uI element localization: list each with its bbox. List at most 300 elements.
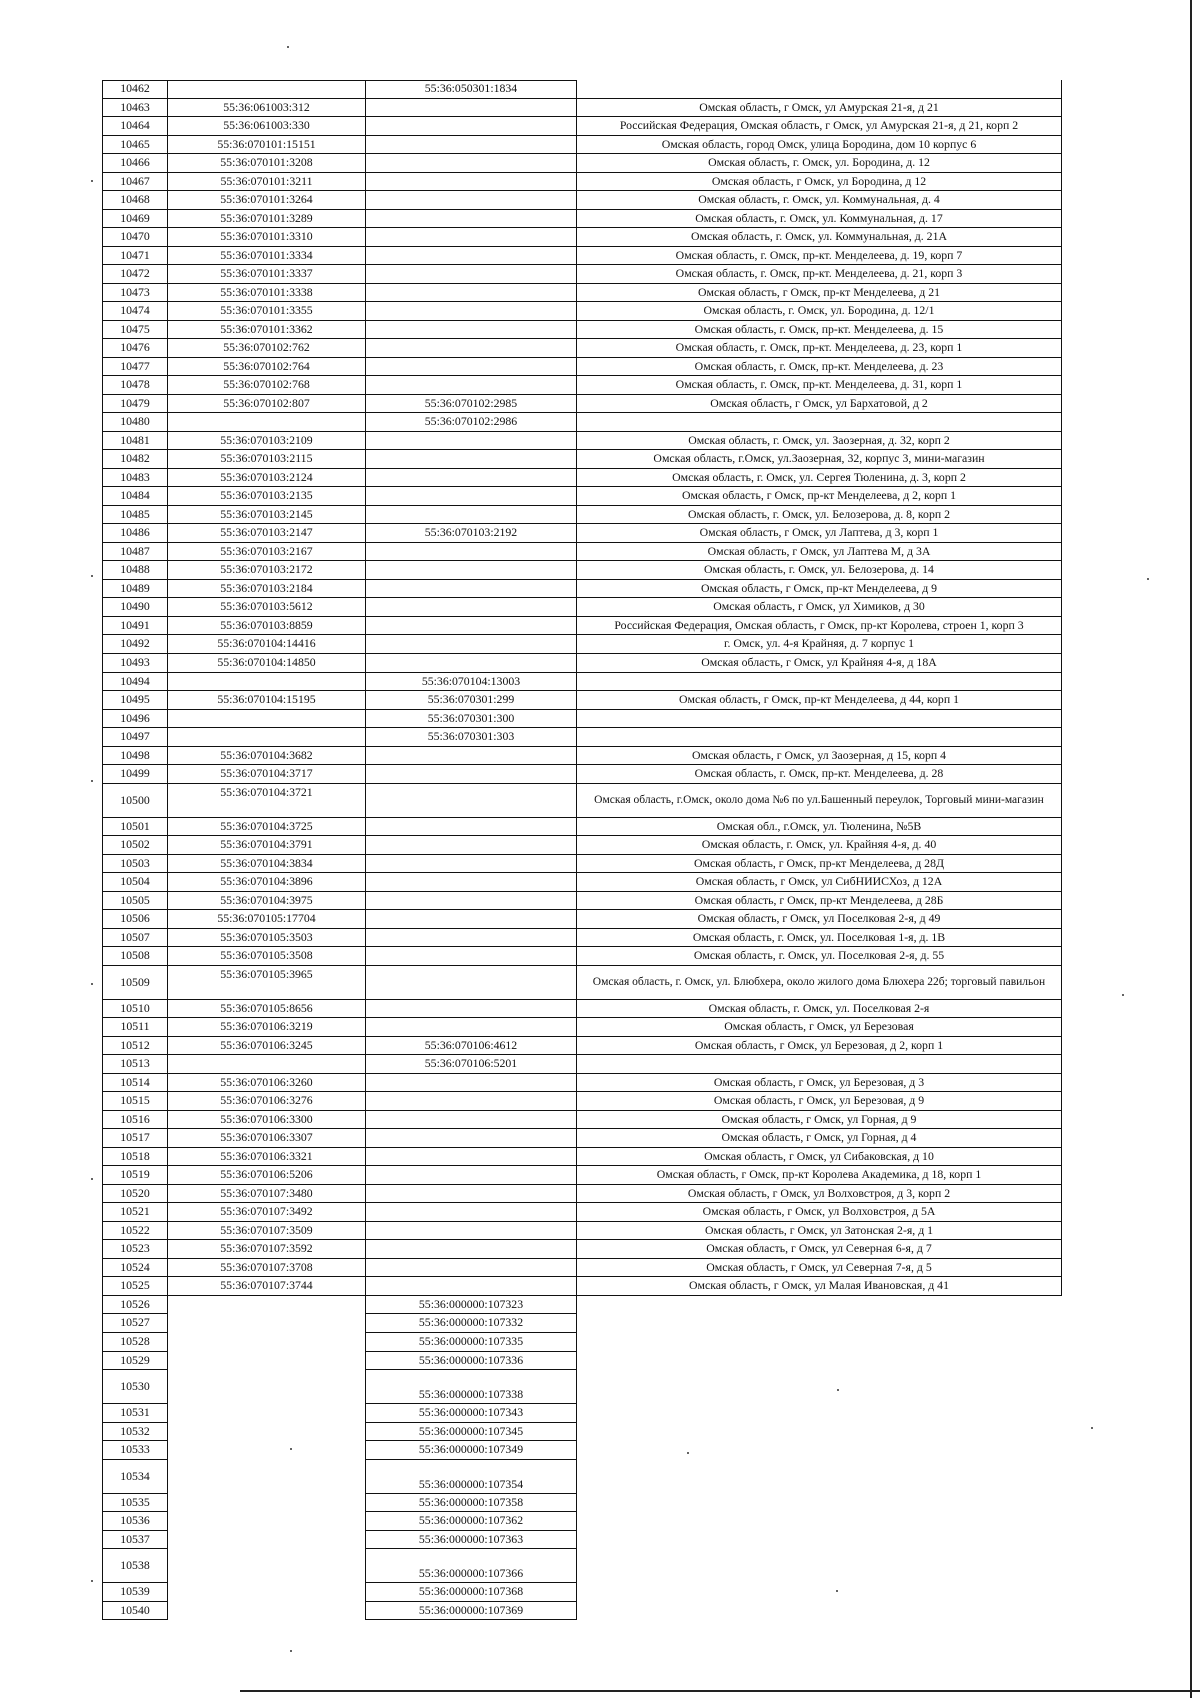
table-row <box>102 1549 1062 1583</box>
table-row <box>102 561 1062 580</box>
related-cadastral-cell: 55:36:070103:2192 <box>365 524 577 542</box>
row-number-cell: 10475 <box>102 321 168 339</box>
row-number-cell: 10467 <box>102 173 168 191</box>
address-cell <box>577 1055 1062 1073</box>
related-cadastral-cell: 55:36:070301:300 <box>365 710 577 728</box>
cadastral-number-cell: 55:36:070103:2145 <box>220 506 313 521</box>
address-cell: Омская область, г.Омск, ул.Заозерная, 32, корпус 3, мини-магазин <box>577 450 1062 468</box>
address-cell <box>577 1460 1062 1494</box>
related-cadastral-cell <box>365 487 577 505</box>
related-cadastral-cell <box>365 1129 577 1147</box>
table-row <box>102 710 1062 729</box>
address-cell: Омская область, г Омск, ул Березовая, д 9 <box>577 1092 1062 1110</box>
table-row <box>102 617 1062 636</box>
cadastral-number-cell: 55:36:070106:3307 <box>220 1130 313 1145</box>
related-cadastral-cell <box>365 506 577 524</box>
cadastral-number-cell: 55:36:070103:2147 <box>220 525 313 540</box>
related-cadastral-cell <box>365 765 577 783</box>
scan-speck <box>1147 578 1149 580</box>
cadastral-number-cell <box>168 710 365 728</box>
scan-speck <box>290 1650 292 1652</box>
table-row <box>102 635 1062 654</box>
row-number-cell: 10517 <box>102 1129 168 1147</box>
address-cell: Российская Федерация, Омская область, г Омск, ул Амурская 21-я, д 21, корп 2 <box>577 117 1062 135</box>
address-cell <box>577 1602 1062 1621</box>
related-cadastral-cell: 55:36:000000:107338 <box>365 1370 577 1404</box>
related-cadastral-cell <box>365 1222 577 1240</box>
table-row <box>102 469 1062 488</box>
table-row <box>102 321 1062 340</box>
cadastral-number-cell <box>168 1494 365 1513</box>
address-cell <box>577 1370 1062 1404</box>
table-row <box>102 1441 1062 1460</box>
cadastral-number-cell: 55:36:070106:3276 <box>220 1093 313 1108</box>
cadastral-number-cell: 55:36:070103:2115 <box>220 451 313 466</box>
row-number-cell: 10468 <box>102 191 168 209</box>
row-number-cell: 10486 <box>102 524 168 542</box>
related-cadastral-cell: 55:36:000000:107368 <box>365 1583 577 1602</box>
cadastral-number-cell: 55:36:070106:3219 <box>220 1019 313 1034</box>
related-cadastral-cell <box>365 469 577 487</box>
cadastral-number-cell: 55:36:070103:2167 <box>220 543 313 558</box>
table-row <box>102 1314 1062 1333</box>
address-cell: Омская область, г. Омск, ул. Блюбхера, около жилого дома Блюхера 22б; торговый павильон <box>577 966 1062 999</box>
related-cadastral-cell: 55:36:000000:107336 <box>365 1352 577 1371</box>
scan-speck <box>837 1389 839 1391</box>
table-row <box>102 265 1062 284</box>
cadastral-number-cell: 55:36:070106:5206 <box>220 1167 313 1182</box>
related-cadastral-cell <box>365 580 577 598</box>
cadastral-number-cell: 55:36:070107:3744 <box>220 1278 313 1293</box>
related-cadastral-cell <box>365 1240 577 1258</box>
related-cadastral-cell: 55:36:070106:4612 <box>365 1037 577 1055</box>
row-number-cell: 10501 <box>102 818 168 836</box>
address-cell: Омская область, город Омск, улица Бородина, дом 10 корпус 6 <box>577 136 1062 154</box>
cadastral-number-cell: 55:36:070107:3492 <box>220 1204 313 1219</box>
related-cadastral-cell <box>365 210 577 228</box>
table-row <box>102 1055 1062 1074</box>
table-row <box>102 302 1062 321</box>
address-cell: Омская область, г Омск, ул Березовая <box>577 1018 1062 1036</box>
cadastral-number-cell: 55:36:070103:2109 <box>220 432 313 447</box>
row-number-cell: 10494 <box>102 673 168 691</box>
table-row <box>102 1018 1062 1037</box>
related-cadastral-cell: 55:36:000000:107343 <box>365 1404 577 1423</box>
table-row <box>102 1000 1062 1019</box>
table-row <box>102 1222 1062 1241</box>
table-row <box>102 747 1062 766</box>
address-cell <box>577 1333 1062 1352</box>
cadastral-number-cell: 55:36:070107:3708 <box>220 1259 313 1274</box>
cadastral-number-cell: 55:36:070107:3509 <box>220 1222 313 1237</box>
row-number-cell: 10525 <box>102 1277 168 1295</box>
related-cadastral-cell: 55:36:000000:107335 <box>365 1333 577 1352</box>
table-row <box>102 947 1062 966</box>
address-cell <box>577 1314 1062 1333</box>
address-cell: Российская Федерация, Омская область, г Омск, пр-кт Королева, строен 1, корп 3 <box>577 617 1062 635</box>
address-cell: Омская область, г. Омск, ул. Бородина, д. 12/1 <box>577 302 1062 320</box>
related-cadastral-cell <box>365 136 577 154</box>
row-number-cell: 10483 <box>102 469 168 487</box>
address-cell: Омская область, г Омск, ул Поселковая 2-я, д 49 <box>577 910 1062 928</box>
table-row <box>102 691 1062 710</box>
row-number-cell: 10512 <box>102 1037 168 1055</box>
row-number-cell: 10488 <box>102 561 168 579</box>
page-edge-bottom <box>240 1690 1200 1692</box>
address-cell: Омская область, г. Омск, ул. Поселковая 1-я, д. 1В <box>577 929 1062 947</box>
table-row <box>102 191 1062 210</box>
address-cell <box>577 1352 1062 1371</box>
related-cadastral-cell: 55:36:000000:107362 <box>365 1512 577 1531</box>
table-row <box>102 173 1062 192</box>
table-row <box>102 358 1062 377</box>
related-cadastral-cell: 55:36:070106:5201 <box>365 1055 577 1073</box>
row-number-cell: 10464 <box>102 117 168 135</box>
cadastral-number-cell <box>168 1370 365 1404</box>
row-number-cell: 10491 <box>102 617 168 635</box>
cadastral-number-cell: 55:36:070101:3338 <box>220 284 313 299</box>
row-number-cell: 10507 <box>102 929 168 947</box>
row-number-cell: 10492 <box>102 635 168 653</box>
cadastral-number-cell: 55:36:070101:3362 <box>220 321 313 336</box>
row-number-cell: 10534 <box>102 1460 168 1494</box>
table-row <box>102 873 1062 892</box>
table-row <box>102 524 1062 543</box>
row-number-cell: 10495 <box>102 691 168 709</box>
cadastral-number-cell: 55:36:070101:3337 <box>220 266 313 281</box>
row-number-cell: 10480 <box>102 413 168 431</box>
related-cadastral-cell <box>365 784 577 817</box>
table-row <box>102 1296 1062 1315</box>
cadastral-number-cell: 55:36:070101:3208 <box>220 155 313 170</box>
row-number-cell: 10516 <box>102 1111 168 1129</box>
cadastral-number-cell: 55:36:070105:3503 <box>220 929 313 944</box>
row-number-cell: 10522 <box>102 1222 168 1240</box>
scan-speck <box>91 780 93 782</box>
row-number-cell: 10466 <box>102 154 168 172</box>
table-row <box>102 929 1062 948</box>
table-row <box>102 395 1062 414</box>
cadastral-number-cell: 55:36:070104:3682 <box>220 747 313 762</box>
related-cadastral-cell <box>365 598 577 616</box>
related-cadastral-cell <box>365 339 577 357</box>
cadastral-number-cell: 55:36:070107:3592 <box>220 1241 313 1256</box>
row-number-cell: 10478 <box>102 376 168 394</box>
related-cadastral-cell <box>365 247 577 265</box>
related-cadastral-cell: 55:36:000000:107332 <box>365 1314 577 1333</box>
cadastral-number-cell: 55:36:070104:3725 <box>220 818 313 833</box>
scan-speck <box>91 180 93 182</box>
related-cadastral-cell <box>365 1166 577 1184</box>
cadastral-number-cell <box>168 1602 365 1621</box>
cadastral-number-cell: 55:36:070105:17704 <box>217 911 316 926</box>
row-number-cell: 10506 <box>102 910 168 928</box>
table-row <box>102 1494 1062 1513</box>
cadastral-number-cell <box>168 1583 365 1602</box>
related-cadastral-cell <box>365 1277 577 1295</box>
address-cell: Омская область, г. Омск, пр-кт. Менделеева, д. 21, корп 3 <box>577 265 1062 283</box>
address-cell: Омская область, г. Омск, пр-кт. Менделеева, д. 23 <box>577 358 1062 376</box>
cadastral-number-cell: 55:36:070105:8656 <box>220 1000 313 1015</box>
table-row <box>102 1602 1062 1621</box>
row-number-cell: 10463 <box>102 99 168 117</box>
address-cell: Омская область, г. Омск, ул. Белозерова, д. 14 <box>577 561 1062 579</box>
cadastral-number-cell: 55:36:070104:3717 <box>220 766 313 781</box>
address-cell: Омская область, г Омск, пр-кт Менделеева, д 9 <box>577 580 1062 598</box>
row-number-cell: 10529 <box>102 1352 168 1371</box>
address-cell: Омская область, г Омск, ул Заозерная, д 15, корп 4 <box>577 747 1062 765</box>
related-cadastral-cell <box>365 966 577 999</box>
related-cadastral-cell: 55:36:000000:107349 <box>365 1441 577 1460</box>
related-cadastral-cell <box>365 617 577 635</box>
table-row <box>102 1166 1062 1185</box>
table-row <box>102 432 1062 451</box>
related-cadastral-cell <box>365 1018 577 1036</box>
cadastral-number-cell: 55:36:070106:3260 <box>220 1074 313 1089</box>
row-number-cell: 10484 <box>102 487 168 505</box>
address-cell <box>577 1404 1062 1423</box>
cadastral-number-cell <box>168 413 365 431</box>
row-number-cell: 10520 <box>102 1185 168 1203</box>
address-cell: Омская область, г. Омск, пр-кт. Менделеева, д. 28 <box>577 765 1062 783</box>
row-number-cell: 10465 <box>102 136 168 154</box>
table-row <box>102 1460 1062 1494</box>
row-number-cell: 10502 <box>102 836 168 854</box>
cadastral-number-cell: 55:36:070104:14416 <box>217 636 316 651</box>
row-number-cell: 10474 <box>102 302 168 320</box>
address-cell: Омская область, г Омск, ул Бородина, д 12 <box>577 173 1062 191</box>
address-cell <box>577 413 1062 431</box>
cadastral-number-cell: 55:36:070101:3334 <box>220 247 313 262</box>
related-cadastral-cell: 55:36:070102:2986 <box>365 413 577 431</box>
address-cell <box>577 710 1062 728</box>
scan-speck <box>287 46 289 48</box>
row-number-cell: 10485 <box>102 506 168 524</box>
table-row <box>102 376 1062 395</box>
page-edge-right <box>1190 0 1192 1698</box>
related-cadastral-cell <box>365 173 577 191</box>
address-cell <box>577 1494 1062 1513</box>
row-number-cell: 10471 <box>102 247 168 265</box>
related-cadastral-cell <box>365 892 577 910</box>
related-cadastral-cell <box>365 1000 577 1018</box>
cadastral-number-cell <box>168 1333 365 1352</box>
related-cadastral-cell: 55:36:000000:107366 <box>365 1549 577 1583</box>
table-row <box>102 892 1062 911</box>
row-number-cell: 10536 <box>102 1512 168 1531</box>
related-cadastral-cell: 55:36:000000:107369 <box>365 1602 577 1621</box>
related-cadastral-cell <box>365 284 577 302</box>
table-row <box>102 728 1062 747</box>
address-cell: Омская область, г Омск, ул Березовая, д 3 <box>577 1074 1062 1092</box>
cadastral-number-cell: 55:36:070103:2124 <box>220 469 313 484</box>
table-row <box>102 1423 1062 1442</box>
table-row <box>102 1203 1062 1222</box>
table-row <box>102 487 1062 506</box>
related-cadastral-cell <box>365 265 577 283</box>
table-row <box>102 247 1062 266</box>
cadastral-number-cell: 55:36:070102:764 <box>223 358 310 373</box>
cadastral-number-cell <box>168 1314 365 1333</box>
related-cadastral-cell <box>365 947 577 965</box>
cadastral-number-cell <box>168 1296 365 1315</box>
row-number-cell: 10472 <box>102 265 168 283</box>
cadastral-number-cell <box>168 1531 365 1550</box>
row-number-cell: 10496 <box>102 710 168 728</box>
table-row <box>102 210 1062 229</box>
table-row <box>102 818 1062 837</box>
row-number-cell: 10490 <box>102 598 168 616</box>
address-cell: Омская область, г. Омск, ул. Коммунальная, д. 4 <box>577 191 1062 209</box>
address-cell: Омская область, г Омск, ул Бархатовой, д 2 <box>577 395 1062 413</box>
related-cadastral-cell <box>365 450 577 468</box>
table-row <box>102 339 1062 358</box>
address-cell: Омская область, г Омск, пр-кт Менделеева, д 21 <box>577 284 1062 302</box>
table-row <box>102 136 1062 155</box>
row-number-cell: 10513 <box>102 1055 168 1073</box>
address-cell: г. Омск, ул. 4-я Крайняя, д. 7 корпус 1 <box>577 635 1062 653</box>
row-number-cell: 10477 <box>102 358 168 376</box>
scan-speck <box>91 575 93 577</box>
address-cell: Омская область, г. Омск, пр-кт. Менделеева, д. 15 <box>577 321 1062 339</box>
row-number-cell: 10508 <box>102 947 168 965</box>
table-row <box>102 80 1062 99</box>
cadastral-number-cell <box>168 1460 365 1494</box>
table-row <box>102 228 1062 247</box>
address-cell <box>577 1583 1062 1602</box>
cadastral-number-cell: 55:36:070106:3300 <box>220 1111 313 1126</box>
cadastral-number-cell: 55:36:061003:312 <box>223 99 310 114</box>
cadastral-number-cell: 55:36:070105:3965 <box>220 966 313 981</box>
related-cadastral-cell <box>365 376 577 394</box>
cadastral-number-cell: 55:36:070106:3245 <box>220 1037 313 1052</box>
related-cadastral-cell <box>365 99 577 117</box>
table-row <box>102 1129 1062 1148</box>
address-cell: Омская область, г. Омск, ул. Белозерова, д. 8, корп 2 <box>577 506 1062 524</box>
cadastral-number-cell: 55:36:070102:762 <box>223 340 310 355</box>
table-row <box>102 966 1062 1000</box>
related-cadastral-cell: 55:36:070301:299 <box>365 691 577 709</box>
row-number-cell: 10518 <box>102 1148 168 1166</box>
address-cell: Омская область, г Омск, ул Северная 6-я, д 7 <box>577 1240 1062 1258</box>
cadastral-number-cell: 55:36:070104:3975 <box>220 892 313 907</box>
address-cell <box>577 80 1062 98</box>
related-cadastral-cell: 55:36:070102:2985 <box>365 395 577 413</box>
related-cadastral-cell <box>365 747 577 765</box>
cadastral-number-cell: 55:36:070101:3211 <box>220 173 313 188</box>
table-row <box>102 1259 1062 1278</box>
cadastral-number-cell <box>168 673 365 691</box>
cadastral-number-cell: 55:36:070101:3289 <box>220 210 313 225</box>
cadastral-number-cell <box>168 1352 365 1371</box>
cadastral-number-cell: 55:36:070107:3480 <box>220 1185 313 1200</box>
address-cell: Омская область, г Омск, ул Затонская 2-я, д 1 <box>577 1222 1062 1240</box>
table-row <box>102 154 1062 173</box>
row-number-cell: 10528 <box>102 1333 168 1352</box>
table-row <box>102 1333 1062 1352</box>
related-cadastral-cell <box>365 818 577 836</box>
row-number-cell: 10487 <box>102 543 168 561</box>
address-cell: Омская обл., г.Омск, ул. Тюленина, №5В <box>577 818 1062 836</box>
table-row <box>102 117 1062 136</box>
address-cell: Омская область, г. Омск, ул. Бородина, д. 12 <box>577 154 1062 172</box>
related-cadastral-cell <box>365 910 577 928</box>
table-row <box>102 1352 1062 1371</box>
related-cadastral-cell <box>365 302 577 320</box>
related-cadastral-cell <box>365 154 577 172</box>
scan-speck <box>91 983 93 985</box>
cadastral-number-cell: 55:36:070103:8859 <box>220 617 313 632</box>
cadastral-number-cell: 55:36:070104:3791 <box>220 837 313 852</box>
row-number-cell: 10493 <box>102 654 168 672</box>
scan-speck <box>1091 1427 1093 1429</box>
table-row <box>102 543 1062 562</box>
row-number-cell: 10489 <box>102 580 168 598</box>
table-row <box>102 1512 1062 1531</box>
table-row <box>102 413 1062 432</box>
row-number-cell: 10523 <box>102 1240 168 1258</box>
cadastral-number-cell <box>168 728 365 746</box>
table-row <box>102 654 1062 673</box>
row-number-cell: 10469 <box>102 210 168 228</box>
related-cadastral-cell <box>365 561 577 579</box>
address-cell: Омская область, г. Омск, ул. Поселковая 2-я, д. 55 <box>577 947 1062 965</box>
row-number-cell: 10503 <box>102 855 168 873</box>
table-row <box>102 1583 1062 1602</box>
address-cell: Омская область, г. Омск, ул. Крайняя 4-я, д. 40 <box>577 836 1062 854</box>
row-number-cell: 10539 <box>102 1583 168 1602</box>
address-cell: Омская область, г Омск, пр-кт Менделеева, д 28Б <box>577 892 1062 910</box>
scan-speck <box>91 1580 93 1582</box>
row-number-cell: 10462 <box>102 80 168 98</box>
row-number-cell: 10505 <box>102 892 168 910</box>
scan-speck <box>687 1452 689 1454</box>
related-cadastral-cell <box>365 836 577 854</box>
cadastral-number-cell: 55:36:070104:3896 <box>220 874 313 889</box>
table-row <box>102 1148 1062 1167</box>
cadastral-number-cell: 55:36:070104:3721 <box>220 784 313 799</box>
row-number-cell: 10509 <box>102 966 168 999</box>
cadastral-table <box>102 80 1062 1620</box>
related-cadastral-cell <box>365 855 577 873</box>
row-number-cell: 10521 <box>102 1203 168 1221</box>
address-cell: Омская область, г Омск, ул Малая Ивановская, д 41 <box>577 1277 1062 1295</box>
table-row <box>102 855 1062 874</box>
address-cell: Омская область, г. Омск, ул. Коммунальная, д. 17 <box>577 210 1062 228</box>
cadastral-number-cell: 55:36:070105:3508 <box>220 948 313 963</box>
table-row <box>102 1111 1062 1130</box>
related-cadastral-cell <box>365 929 577 947</box>
related-cadastral-cell <box>365 321 577 339</box>
row-number-cell: 10499 <box>102 765 168 783</box>
row-number-cell: 10537 <box>102 1531 168 1550</box>
address-cell: Омская область, г Омск, ул Волховстроя, д 3, корп 2 <box>577 1185 1062 1203</box>
related-cadastral-cell: 55:36:000000:107358 <box>365 1494 577 1513</box>
address-cell: Омская область, г Омск, ул СибНИИСХоз, д 12А <box>577 873 1062 891</box>
cadastral-number-cell <box>168 1549 365 1583</box>
related-cadastral-cell <box>365 432 577 450</box>
table-row <box>102 284 1062 303</box>
cadastral-number-cell: 55:36:070102:768 <box>223 377 310 392</box>
table-row <box>102 673 1062 692</box>
cadastral-number-cell <box>168 1423 365 1442</box>
related-cadastral-cell <box>365 654 577 672</box>
row-number-cell: 10497 <box>102 728 168 746</box>
row-number-cell: 10473 <box>102 284 168 302</box>
address-cell: Омская область, г. Омск, пр-кт. Менделеева, д. 19, корп 7 <box>577 247 1062 265</box>
row-number-cell: 10476 <box>102 339 168 357</box>
table-row <box>102 1370 1062 1404</box>
